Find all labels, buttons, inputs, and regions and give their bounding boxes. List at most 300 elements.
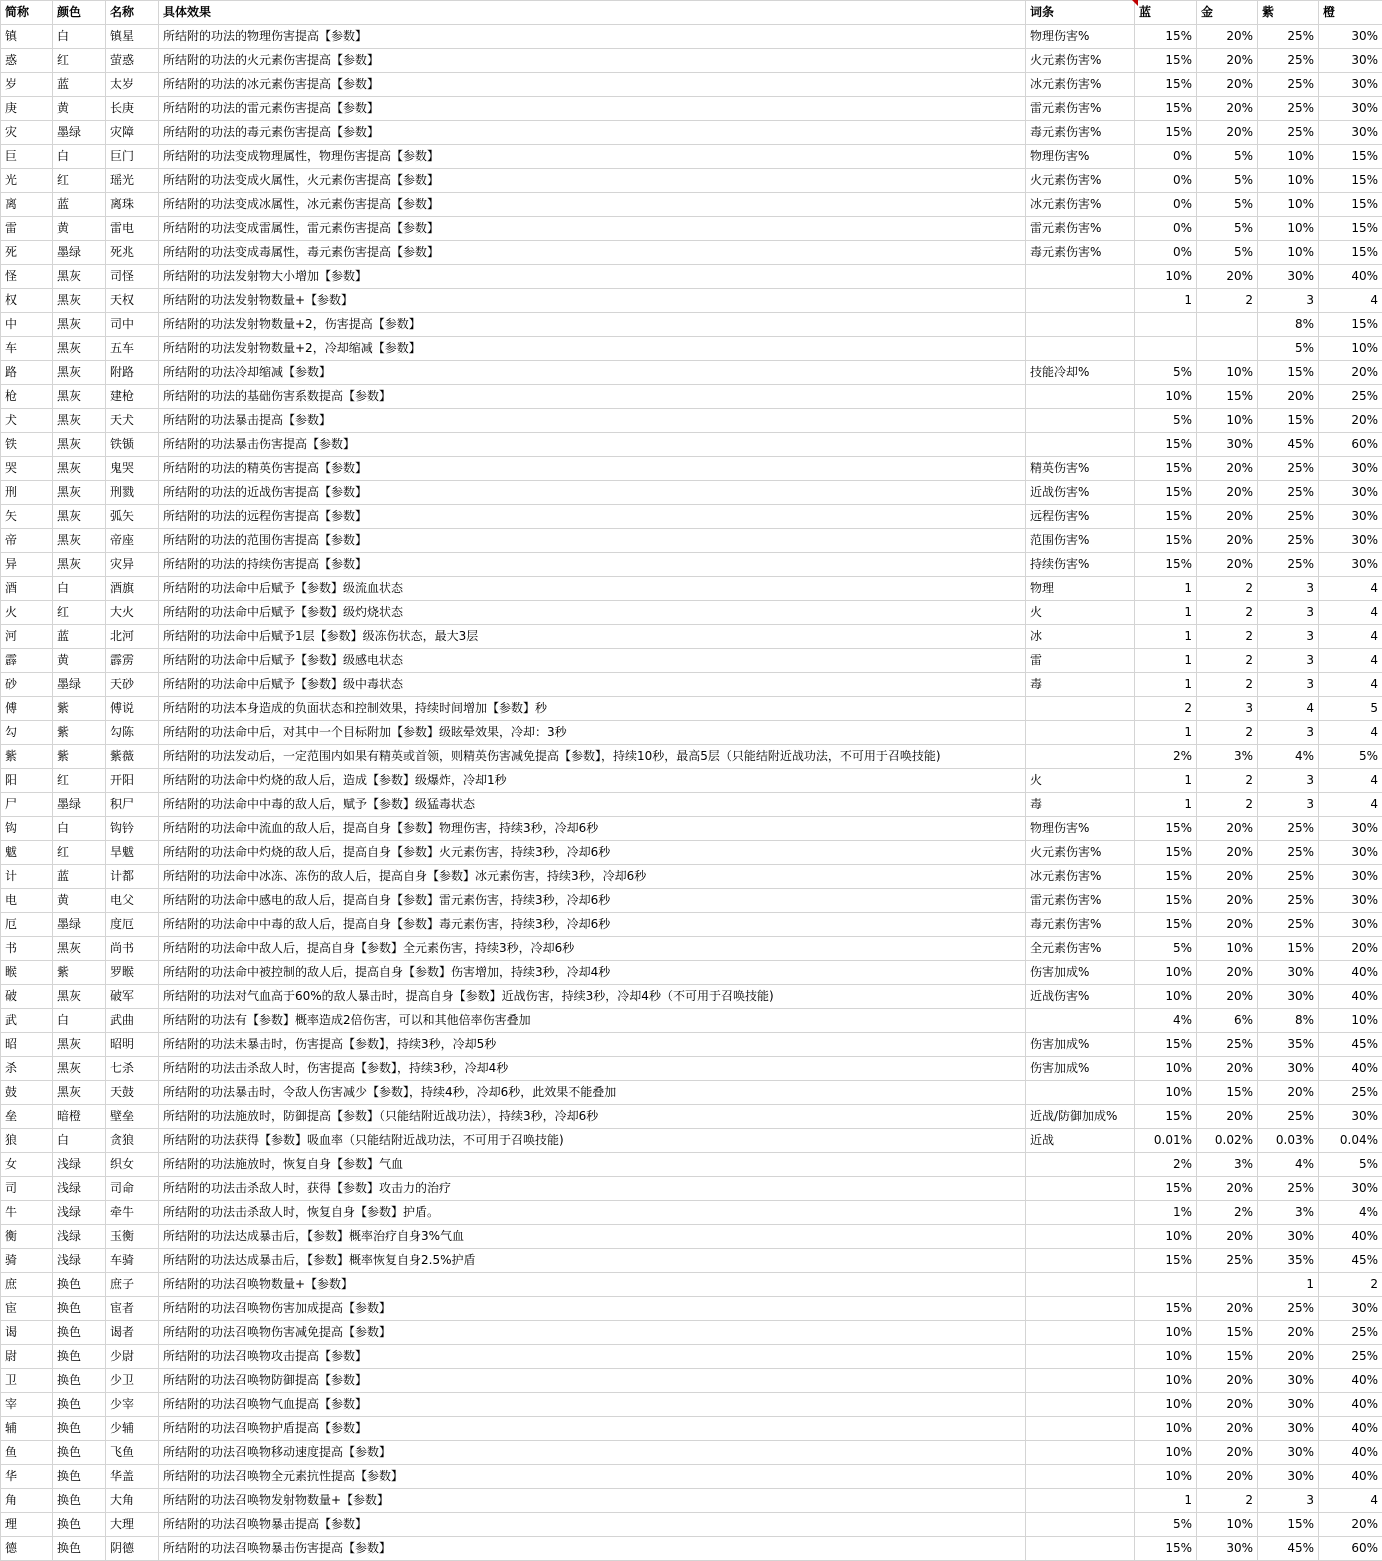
cell-color[interactable]: 黑灰 — [53, 553, 106, 577]
cell-blue[interactable]: 2% — [1135, 745, 1197, 769]
cell-gold[interactable]: 20% — [1197, 1057, 1258, 1081]
cell-gold[interactable]: 30% — [1197, 433, 1258, 457]
cell-color[interactable]: 换色 — [53, 1513, 106, 1537]
cell-name[interactable]: 勾陈 — [106, 721, 159, 745]
cell-purple[interactable]: 4 — [1258, 697, 1319, 721]
cell-abbrev[interactable]: 卫 — [1, 1369, 53, 1393]
cell-gold[interactable]: 20% — [1197, 1369, 1258, 1393]
cell-purple[interactable]: 25% — [1258, 505, 1319, 529]
cell-abbrev[interactable]: 计 — [1, 865, 53, 889]
cell-purple[interactable]: 25% — [1258, 1297, 1319, 1321]
cell-blue[interactable]: 1 — [1135, 601, 1197, 625]
cell-purple[interactable]: 20% — [1258, 1345, 1319, 1369]
cell-purple[interactable]: 4% — [1258, 745, 1319, 769]
cell-effect[interactable]: 所结附的功法本身造成的负面状态和控制效果，持续时间增加【参数】秒 — [159, 697, 1026, 721]
header-orange[interactable]: 橙 — [1319, 1, 1382, 25]
cell-gold[interactable]: 20% — [1197, 1393, 1258, 1417]
cell-gold[interactable]: 2 — [1197, 673, 1258, 697]
header-gold[interactable]: 金 — [1197, 1, 1258, 25]
cell-effect[interactable]: 所结附的功法达成暴击后，【参数】概率治疗自身3%气血 — [159, 1225, 1026, 1249]
cell-color[interactable]: 浅绿 — [53, 1177, 106, 1201]
cell-purple[interactable]: 25% — [1258, 889, 1319, 913]
cell-orange[interactable]: 4 — [1319, 577, 1382, 601]
cell-color[interactable]: 换色 — [53, 1537, 106, 1561]
cell-gold[interactable]: 6% — [1197, 1009, 1258, 1033]
cell-orange[interactable]: 2 — [1319, 1273, 1382, 1297]
cell-gold[interactable]: 2 — [1197, 625, 1258, 649]
cell-name[interactable]: 霹雳 — [106, 649, 159, 673]
cell-name[interactable]: 度厄 — [106, 913, 159, 937]
cell-name[interactable]: 大理 — [106, 1513, 159, 1537]
cell-purple[interactable]: 25% — [1258, 529, 1319, 553]
cell-effect[interactable]: 所结附的功法的远程伤害提高【参数】 — [159, 505, 1026, 529]
cell-gold[interactable]: 5% — [1197, 217, 1258, 241]
cell-attribute[interactable] — [1026, 1273, 1135, 1297]
cell-effect[interactable]: 所结附的功法命中中毒的敌人后，提高自身【参数】毒元素伤害，持续3秒，冷却6秒 — [159, 913, 1026, 937]
header-blue[interactable]: 蓝 — [1135, 1, 1197, 25]
cell-effect[interactable]: 所结附的功法有【参数】概率造成2倍伤害，可以和其他倍率伤害叠加 — [159, 1009, 1026, 1033]
cell-name[interactable]: 天砂 — [106, 673, 159, 697]
cell-effect[interactable]: 所结附的功法召唤物移动速度提高【参数】 — [159, 1441, 1026, 1465]
cell-attribute[interactable] — [1026, 1417, 1135, 1441]
cell-effect[interactable]: 所结附的功法的火元素伤害提高【参数】 — [159, 49, 1026, 73]
cell-gold[interactable]: 10% — [1197, 937, 1258, 961]
cell-gold[interactable] — [1197, 313, 1258, 337]
cell-abbrev[interactable]: 武 — [1, 1009, 53, 1033]
cell-abbrev[interactable]: 紫 — [1, 745, 53, 769]
cell-abbrev[interactable]: 惑 — [1, 49, 53, 73]
cell-effect[interactable]: 所结附的功法未暴击时，伤害提高【参数】，持续3秒，冷却5秒 — [159, 1033, 1026, 1057]
cell-gold[interactable]: 20% — [1197, 913, 1258, 937]
cell-effect[interactable]: 所结附的功法命中中毒的敌人后，赋予【参数】级猛毒状态 — [159, 793, 1026, 817]
cell-attribute[interactable]: 近战/防御加成% — [1026, 1105, 1135, 1129]
cell-blue[interactable] — [1135, 337, 1197, 361]
cell-name[interactable]: 雷电 — [106, 217, 159, 241]
cell-attribute[interactable] — [1026, 385, 1135, 409]
cell-attribute[interactable]: 火元素伤害% — [1026, 169, 1135, 193]
cell-abbrev[interactable]: 怪 — [1, 265, 53, 289]
cell-abbrev[interactable]: 谒 — [1, 1321, 53, 1345]
cell-purple[interactable]: 10% — [1258, 217, 1319, 241]
cell-gold[interactable]: 20% — [1197, 1177, 1258, 1201]
cell-purple[interactable]: 5% — [1258, 337, 1319, 361]
cell-blue[interactable] — [1135, 313, 1197, 337]
cell-attribute[interactable] — [1026, 1321, 1135, 1345]
cell-blue[interactable]: 15% — [1135, 505, 1197, 529]
cell-orange[interactable]: 30% — [1319, 49, 1382, 73]
cell-gold[interactable]: 15% — [1197, 1081, 1258, 1105]
cell-gold[interactable]: 20% — [1197, 1417, 1258, 1441]
cell-abbrev[interactable]: 德 — [1, 1537, 53, 1561]
cell-name[interactable]: 电父 — [106, 889, 159, 913]
cell-attribute[interactable]: 伤害加成% — [1026, 961, 1135, 985]
cell-effect[interactable]: 所结附的功法对气血高于60%的敌人暴击时，提高自身【参数】近战伤害，持续3秒，冷却4秒（不可用于召唤技能) — [159, 985, 1026, 1009]
cell-attribute[interactable]: 近战 — [1026, 1129, 1135, 1153]
cell-name[interactable]: 天鼓 — [106, 1081, 159, 1105]
cell-abbrev[interactable]: 昭 — [1, 1033, 53, 1057]
cell-blue[interactable]: 10% — [1135, 385, 1197, 409]
cell-name[interactable]: 铁锧 — [106, 433, 159, 457]
cell-purple[interactable]: 45% — [1258, 1537, 1319, 1561]
cell-blue[interactable]: 15% — [1135, 553, 1197, 577]
cell-effect[interactable]: 所结附的功法命中灼烧的敌人后，提高自身【参数】火元素伤害，持续3秒，冷却6秒 — [159, 841, 1026, 865]
cell-abbrev[interactable]: 垒 — [1, 1105, 53, 1129]
cell-attribute[interactable]: 雷元素伤害% — [1026, 217, 1135, 241]
cell-abbrev[interactable]: 衡 — [1, 1225, 53, 1249]
cell-purple[interactable]: 25% — [1258, 1177, 1319, 1201]
cell-color[interactable]: 紫 — [53, 961, 106, 985]
cell-gold[interactable]: 3% — [1197, 745, 1258, 769]
cell-purple[interactable]: 25% — [1258, 865, 1319, 889]
cell-color[interactable]: 换色 — [53, 1465, 106, 1489]
cell-orange[interactable]: 15% — [1319, 193, 1382, 217]
cell-abbrev[interactable]: 光 — [1, 169, 53, 193]
cell-effect[interactable]: 所结附的功法达成暴击后，【参数】概率恢复自身2.5%护盾 — [159, 1249, 1026, 1273]
cell-name[interactable]: 车骑 — [106, 1249, 159, 1273]
cell-color[interactable]: 白 — [53, 1009, 106, 1033]
cell-attribute[interactable]: 技能冷却% — [1026, 361, 1135, 385]
cell-gold[interactable]: 10% — [1197, 409, 1258, 433]
cell-purple[interactable]: 35% — [1258, 1033, 1319, 1057]
cell-attribute[interactable]: 范围伤害% — [1026, 529, 1135, 553]
cell-name[interactable]: 司命 — [106, 1177, 159, 1201]
cell-orange[interactable]: 40% — [1319, 1393, 1382, 1417]
cell-attribute[interactable]: 毒 — [1026, 673, 1135, 697]
cell-purple[interactable]: 3 — [1258, 721, 1319, 745]
cell-purple[interactable]: 20% — [1258, 385, 1319, 409]
cell-color[interactable]: 墨绿 — [53, 673, 106, 697]
cell-orange[interactable]: 30% — [1319, 25, 1382, 49]
cell-attribute[interactable] — [1026, 1537, 1135, 1561]
cell-effect[interactable]: 所结附的功法召唤物数量+【参数】 — [159, 1273, 1026, 1297]
cell-blue[interactable]: 15% — [1135, 1177, 1197, 1201]
cell-gold[interactable]: 3 — [1197, 697, 1258, 721]
cell-attribute[interactable] — [1026, 1177, 1135, 1201]
cell-blue[interactable]: 5% — [1135, 937, 1197, 961]
cell-name[interactable]: 旱魃 — [106, 841, 159, 865]
cell-color[interactable]: 黑灰 — [53, 937, 106, 961]
cell-gold[interactable]: 2 — [1197, 793, 1258, 817]
cell-attribute[interactable]: 物理伤害% — [1026, 145, 1135, 169]
cell-attribute[interactable] — [1026, 1369, 1135, 1393]
cell-color[interactable]: 换色 — [53, 1369, 106, 1393]
cell-attribute[interactable] — [1026, 1393, 1135, 1417]
cell-purple[interactable]: 25% — [1258, 817, 1319, 841]
cell-attribute[interactable] — [1026, 1009, 1135, 1033]
cell-name[interactable]: 开阳 — [106, 769, 159, 793]
cell-orange[interactable]: 10% — [1319, 337, 1382, 361]
cell-attribute[interactable]: 雷 — [1026, 649, 1135, 673]
cell-effect[interactable]: 所结附的功法命中后赋予【参数】级中毒状态 — [159, 673, 1026, 697]
cell-effect[interactable]: 所结附的功法召唤物发射物数量+【参数】 — [159, 1489, 1026, 1513]
cell-abbrev[interactable]: 河 — [1, 625, 53, 649]
cell-purple[interactable]: 30% — [1258, 1417, 1319, 1441]
cell-purple[interactable]: 0.03% — [1258, 1129, 1319, 1153]
cell-purple[interactable]: 30% — [1258, 1225, 1319, 1249]
cell-effect[interactable]: 所结附的功法发射物大小增加【参数】 — [159, 265, 1026, 289]
cell-gold[interactable]: 25% — [1197, 1033, 1258, 1057]
cell-purple[interactable]: 25% — [1258, 481, 1319, 505]
cell-orange[interactable]: 15% — [1319, 241, 1382, 265]
cell-blue[interactable]: 10% — [1135, 1225, 1197, 1249]
cell-blue[interactable]: 10% — [1135, 1441, 1197, 1465]
cell-orange[interactable]: 15% — [1319, 145, 1382, 169]
cell-blue[interactable]: 10% — [1135, 1057, 1197, 1081]
cell-attribute[interactable]: 毒 — [1026, 793, 1135, 817]
cell-attribute[interactable]: 精英伤害% — [1026, 457, 1135, 481]
cell-blue[interactable]: 15% — [1135, 73, 1197, 97]
cell-color[interactable]: 黑灰 — [53, 457, 106, 481]
cell-name[interactable]: 宦者 — [106, 1297, 159, 1321]
cell-effect[interactable]: 所结附的功法召唤物攻击提高【参数】 — [159, 1345, 1026, 1369]
cell-color[interactable]: 浅绿 — [53, 1249, 106, 1273]
cell-purple[interactable]: 3 — [1258, 673, 1319, 697]
cell-attribute[interactable] — [1026, 697, 1135, 721]
cell-purple[interactable]: 30% — [1258, 1369, 1319, 1393]
cell-blue[interactable]: 15% — [1135, 97, 1197, 121]
cell-name[interactable]: 帝座 — [106, 529, 159, 553]
cell-name[interactable]: 少尉 — [106, 1345, 159, 1369]
cell-name[interactable]: 钩钤 — [106, 817, 159, 841]
cell-name[interactable]: 破军 — [106, 985, 159, 1009]
cell-color[interactable]: 黑灰 — [53, 1057, 106, 1081]
cell-attribute[interactable]: 雷元素伤害% — [1026, 97, 1135, 121]
cell-orange[interactable]: 4 — [1319, 289, 1382, 313]
cell-gold[interactable]: 2 — [1197, 649, 1258, 673]
cell-gold[interactable]: 5% — [1197, 169, 1258, 193]
cell-orange[interactable]: 20% — [1319, 409, 1382, 433]
cell-gold[interactable]: 15% — [1197, 385, 1258, 409]
cell-purple[interactable]: 30% — [1258, 985, 1319, 1009]
cell-effect[interactable]: 所结附的功法命中后赋予【参数】级灼烧状态 — [159, 601, 1026, 625]
cell-color[interactable]: 红 — [53, 841, 106, 865]
cell-attribute[interactable] — [1026, 1297, 1135, 1321]
cell-effect[interactable]: 所结附的功法变成雷属性，雷元素伤害提高【参数】 — [159, 217, 1026, 241]
cell-attribute[interactable] — [1026, 1345, 1135, 1369]
cell-abbrev[interactable]: 电 — [1, 889, 53, 913]
cell-effect[interactable]: 所结附的功法召唤物护盾提高【参数】 — [159, 1417, 1026, 1441]
cell-gold[interactable]: 20% — [1197, 49, 1258, 73]
cell-abbrev[interactable]: 灾 — [1, 121, 53, 145]
cell-abbrev[interactable]: 宰 — [1, 1393, 53, 1417]
cell-purple[interactable]: 30% — [1258, 1057, 1319, 1081]
cell-orange[interactable]: 15% — [1319, 217, 1382, 241]
cell-orange[interactable]: 30% — [1319, 841, 1382, 865]
cell-color[interactable]: 换色 — [53, 1417, 106, 1441]
cell-attribute[interactable] — [1026, 1249, 1135, 1273]
cell-abbrev[interactable]: 厄 — [1, 913, 53, 937]
header-abbrev[interactable]: 简称 — [1, 1, 53, 25]
cell-blue[interactable]: 15% — [1135, 481, 1197, 505]
cell-attribute[interactable]: 伤害加成% — [1026, 1033, 1135, 1057]
cell-attribute[interactable]: 火 — [1026, 601, 1135, 625]
cell-orange[interactable]: 25% — [1319, 385, 1382, 409]
cell-color[interactable]: 黑灰 — [53, 337, 106, 361]
cell-abbrev[interactable]: 鼓 — [1, 1081, 53, 1105]
cell-gold[interactable]: 15% — [1197, 1321, 1258, 1345]
cell-blue[interactable]: 5% — [1135, 409, 1197, 433]
cell-name[interactable]: 灾障 — [106, 121, 159, 145]
cell-blue[interactable]: 2% — [1135, 1153, 1197, 1177]
cell-effect[interactable]: 所结附的功法变成火属性，火元素伤害提高【参数】 — [159, 169, 1026, 193]
cell-blue[interactable]: 0% — [1135, 241, 1197, 265]
cell-effect[interactable]: 所结附的功法施放时，防御提高【参数】（只能结附近战功法），持续3秒，冷却6秒 — [159, 1105, 1026, 1129]
cell-effect[interactable]: 所结附的功法的持续伤害提高【参数】 — [159, 553, 1026, 577]
cell-orange[interactable]: 30% — [1319, 505, 1382, 529]
cell-purple[interactable]: 30% — [1258, 961, 1319, 985]
cell-purple[interactable]: 3 — [1258, 793, 1319, 817]
cell-effect[interactable]: 所结附的功法命中感电的敌人后，提高自身【参数】雷元素伤害，持续3秒，冷却6秒 — [159, 889, 1026, 913]
cell-name[interactable]: 镇星 — [106, 25, 159, 49]
cell-attribute[interactable] — [1026, 1441, 1135, 1465]
cell-effect[interactable]: 所结附的功法施放时，恢复自身【参数】气血 — [159, 1153, 1026, 1177]
cell-purple[interactable]: 3 — [1258, 1489, 1319, 1513]
cell-name[interactable]: 庶子 — [106, 1273, 159, 1297]
cell-abbrev[interactable]: 尉 — [1, 1345, 53, 1369]
cell-effect[interactable]: 所结附的功法的范围伤害提高【参数】 — [159, 529, 1026, 553]
cell-name[interactable]: 计都 — [106, 865, 159, 889]
cell-attribute[interactable] — [1026, 409, 1135, 433]
cell-color[interactable]: 黑灰 — [53, 985, 106, 1009]
cell-effect[interactable]: 所结附的功法召唤物暴击伤害提高【参数】 — [159, 1537, 1026, 1561]
cell-blue[interactable]: 0% — [1135, 145, 1197, 169]
cell-blue[interactable]: 15% — [1135, 25, 1197, 49]
cell-gold[interactable]: 2 — [1197, 721, 1258, 745]
cell-orange[interactable]: 40% — [1319, 265, 1382, 289]
cell-gold[interactable]: 25% — [1197, 1249, 1258, 1273]
cell-abbrev[interactable]: 破 — [1, 985, 53, 1009]
cell-blue[interactable]: 15% — [1135, 889, 1197, 913]
cell-orange[interactable]: 30% — [1319, 1297, 1382, 1321]
cell-purple[interactable]: 3 — [1258, 769, 1319, 793]
cell-color[interactable]: 蓝 — [53, 865, 106, 889]
cell-blue[interactable]: 4% — [1135, 1009, 1197, 1033]
cell-attribute[interactable]: 全元素伤害% — [1026, 937, 1135, 961]
cell-blue[interactable]: 10% — [1135, 1321, 1197, 1345]
cell-blue[interactable]: 1 — [1135, 577, 1197, 601]
cell-gold[interactable]: 20% — [1197, 961, 1258, 985]
cell-attribute[interactable] — [1026, 337, 1135, 361]
cell-abbrev[interactable]: 角 — [1, 1489, 53, 1513]
cell-color[interactable]: 换色 — [53, 1393, 106, 1417]
cell-name[interactable]: 罗睺 — [106, 961, 159, 985]
cell-attribute[interactable]: 远程伤害% — [1026, 505, 1135, 529]
cell-abbrev[interactable]: 离 — [1, 193, 53, 217]
cell-gold[interactable]: 10% — [1197, 1513, 1258, 1537]
cell-abbrev[interactable]: 权 — [1, 289, 53, 313]
cell-abbrev[interactable]: 霹 — [1, 649, 53, 673]
cell-attribute[interactable]: 近战伤害% — [1026, 481, 1135, 505]
cell-purple[interactable]: 15% — [1258, 361, 1319, 385]
cell-name[interactable]: 少卫 — [106, 1369, 159, 1393]
cell-name[interactable]: 七杀 — [106, 1057, 159, 1081]
cell-abbrev[interactable]: 杀 — [1, 1057, 53, 1081]
cell-color[interactable]: 白 — [53, 25, 106, 49]
cell-orange[interactable]: 30% — [1319, 73, 1382, 97]
cell-orange[interactable]: 25% — [1319, 1081, 1382, 1105]
cell-orange[interactable]: 30% — [1319, 481, 1382, 505]
cell-abbrev[interactable]: 辅 — [1, 1417, 53, 1441]
cell-name[interactable]: 弧矢 — [106, 505, 159, 529]
cell-orange[interactable]: 0.04% — [1319, 1129, 1382, 1153]
cell-attribute[interactable]: 冰元素伤害% — [1026, 73, 1135, 97]
cell-attribute[interactable] — [1026, 1513, 1135, 1537]
cell-gold[interactable]: 20% — [1197, 865, 1258, 889]
cell-abbrev[interactable]: 鱼 — [1, 1441, 53, 1465]
cell-purple[interactable]: 30% — [1258, 1441, 1319, 1465]
cell-abbrev[interactable]: 中 — [1, 313, 53, 337]
cell-name[interactable]: 华盖 — [106, 1465, 159, 1489]
cell-blue[interactable] — [1135, 1273, 1197, 1297]
cell-attribute[interactable] — [1026, 1465, 1135, 1489]
cell-gold[interactable]: 20% — [1197, 1465, 1258, 1489]
cell-gold[interactable]: 20% — [1197, 1297, 1258, 1321]
cell-blue[interactable]: 10% — [1135, 1081, 1197, 1105]
cell-color[interactable]: 黑灰 — [53, 529, 106, 553]
cell-color[interactable]: 换色 — [53, 1273, 106, 1297]
cell-attribute[interactable] — [1026, 313, 1135, 337]
cell-effect[interactable]: 所结附的功法的物理伤害提高【参数】 — [159, 25, 1026, 49]
cell-abbrev[interactable]: 理 — [1, 1513, 53, 1537]
cell-gold[interactable]: 20% — [1197, 529, 1258, 553]
cell-color[interactable]: 白 — [53, 817, 106, 841]
cell-orange[interactable]: 45% — [1319, 1249, 1382, 1273]
cell-name[interactable]: 武曲 — [106, 1009, 159, 1033]
cell-orange[interactable]: 45% — [1319, 1033, 1382, 1057]
cell-orange[interactable]: 4% — [1319, 1201, 1382, 1225]
cell-orange[interactable]: 40% — [1319, 1417, 1382, 1441]
cell-abbrev[interactable]: 哭 — [1, 457, 53, 481]
cell-gold[interactable]: 5% — [1197, 241, 1258, 265]
cell-gold[interactable]: 20% — [1197, 1441, 1258, 1465]
cell-attribute[interactable]: 伤害加成% — [1026, 1057, 1135, 1081]
cell-blue[interactable]: 1 — [1135, 721, 1197, 745]
cell-gold[interactable]: 5% — [1197, 193, 1258, 217]
cell-purple[interactable]: 1 — [1258, 1273, 1319, 1297]
cell-gold[interactable]: 20% — [1197, 1225, 1258, 1249]
cell-blue[interactable]: 1 — [1135, 769, 1197, 793]
cell-blue[interactable]: 15% — [1135, 1105, 1197, 1129]
cell-purple[interactable]: 25% — [1258, 841, 1319, 865]
cell-purple[interactable]: 3% — [1258, 1201, 1319, 1225]
cell-color[interactable]: 墨绿 — [53, 241, 106, 265]
cell-attribute[interactable] — [1026, 1201, 1135, 1225]
cell-blue[interactable]: 10% — [1135, 1417, 1197, 1441]
cell-attribute[interactable] — [1026, 1153, 1135, 1177]
cell-purple[interactable]: 35% — [1258, 1249, 1319, 1273]
cell-name[interactable]: 阴德 — [106, 1537, 159, 1561]
cell-gold[interactable]: 2 — [1197, 769, 1258, 793]
cell-attribute[interactable]: 火元素伤害% — [1026, 49, 1135, 73]
cell-gold[interactable]: 2% — [1197, 1201, 1258, 1225]
cell-color[interactable]: 换色 — [53, 1297, 106, 1321]
cell-effect[interactable]: 所结附的功法击杀敌人时，获得【参数】攻击力的治疗 — [159, 1177, 1026, 1201]
cell-attribute[interactable]: 毒元素伤害% — [1026, 121, 1135, 145]
cell-orange[interactable]: 30% — [1319, 889, 1382, 913]
cell-abbrev[interactable]: 勾 — [1, 721, 53, 745]
cell-orange[interactable]: 40% — [1319, 1225, 1382, 1249]
cell-name[interactable]: 附路 — [106, 361, 159, 385]
cell-blue[interactable]: 1 — [1135, 1489, 1197, 1513]
cell-orange[interactable]: 4 — [1319, 769, 1382, 793]
cell-abbrev[interactable]: 火 — [1, 601, 53, 625]
cell-abbrev[interactable]: 岁 — [1, 73, 53, 97]
cell-name[interactable]: 五车 — [106, 337, 159, 361]
cell-abbrev[interactable]: 钩 — [1, 817, 53, 841]
cell-name[interactable]: 北河 — [106, 625, 159, 649]
cell-purple[interactable]: 4% — [1258, 1153, 1319, 1177]
cell-gold[interactable]: 2 — [1197, 1489, 1258, 1513]
